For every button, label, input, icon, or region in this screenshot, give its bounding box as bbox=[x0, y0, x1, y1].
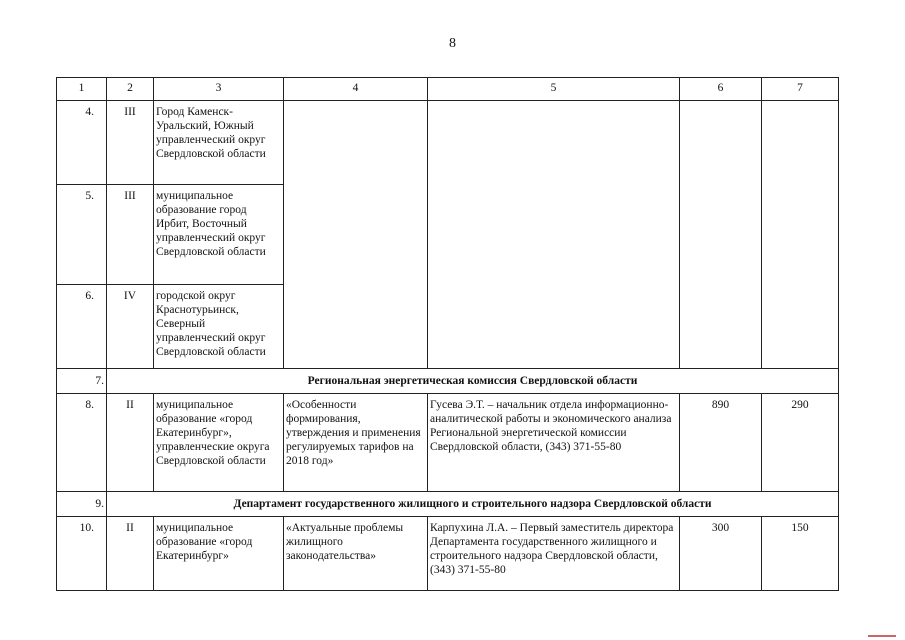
header-cell: 1 bbox=[57, 78, 107, 101]
group-cell: III bbox=[107, 185, 154, 285]
col7-cell-empty bbox=[762, 101, 839, 369]
page-number: 8 bbox=[449, 36, 456, 51]
table-row bbox=[57, 394, 839, 492]
header-cell: 4 bbox=[284, 78, 428, 101]
topic-cell: «Актуальные проблемы жилищного законодательства» bbox=[284, 517, 428, 591]
topic-cell-empty bbox=[284, 101, 428, 369]
group-cell: III bbox=[107, 101, 154, 185]
table-header-row bbox=[57, 78, 839, 101]
group-cell: II bbox=[107, 394, 154, 492]
municipality-cell: городской округ Краснотурьинск, Северный управленческий округ Свердловской области bbox=[154, 285, 284, 369]
row-number: 10. bbox=[57, 517, 107, 591]
col6-cell-empty bbox=[680, 101, 762, 369]
section-title: Региональная энергетическая комиссия Свердловской области bbox=[107, 369, 839, 394]
row-number: 4. bbox=[57, 101, 107, 185]
section-title: Департамент государственного жилищного и строительного надзора Свердловской области bbox=[107, 492, 839, 517]
speaker-cell: Карпухина Л.А. – Первый заместитель директора Департамента государственного жилищного и строительного надзора Свердловской области, (343) 371-55-80 bbox=[428, 517, 680, 591]
col6-value: 300 bbox=[680, 517, 762, 591]
row-number: 5. bbox=[57, 185, 107, 285]
municipality-cell: муниципальное образование город Ирбит, Восточный управленческий округ Свердловской области bbox=[154, 185, 284, 285]
table-row bbox=[57, 517, 839, 591]
municipality-cell: муниципальное образование «город Екатеринбург», управленческие округа Свердловской области bbox=[154, 394, 284, 492]
speaker-cell-empty bbox=[428, 101, 680, 369]
row-number: 9. bbox=[57, 492, 107, 517]
row-number: 8. bbox=[57, 394, 107, 492]
table-row bbox=[57, 101, 839, 185]
col7-value: 290 bbox=[762, 394, 839, 492]
header-cell: 3 bbox=[154, 78, 284, 101]
topic-cell: «Особенности формирования, утверждения и применения регулируемых тарифов на 2018 год» bbox=[284, 394, 428, 492]
group-cell: II bbox=[107, 517, 154, 591]
group-cell: IV bbox=[107, 285, 154, 369]
col6-value: 890 bbox=[680, 394, 762, 492]
section-row bbox=[57, 369, 839, 394]
header-cell: 5 bbox=[428, 78, 680, 101]
header-cell: 6 bbox=[680, 78, 762, 101]
events-table bbox=[56, 77, 839, 591]
section-row bbox=[57, 492, 839, 517]
speaker-cell: Гусева Э.Т. – начальник отдела информационно-аналитической работы и экономического анализа Региональной энергетической комиссии Свердловской области, (343) 371-55-80 bbox=[428, 394, 680, 492]
row-number: 6. bbox=[57, 285, 107, 369]
row-number: 7. bbox=[57, 369, 107, 394]
municipality-cell: муниципальное образование «город Екатеринбург» bbox=[154, 517, 284, 591]
header-cell: 2 bbox=[107, 78, 154, 101]
header-cell: 7 bbox=[762, 78, 839, 101]
municipality-cell: Город Каменск-Уральский, Южный управленческий округ Свердловской области bbox=[154, 101, 284, 185]
scan-edge-mark bbox=[868, 635, 896, 637]
col7-value: 150 bbox=[762, 517, 839, 591]
